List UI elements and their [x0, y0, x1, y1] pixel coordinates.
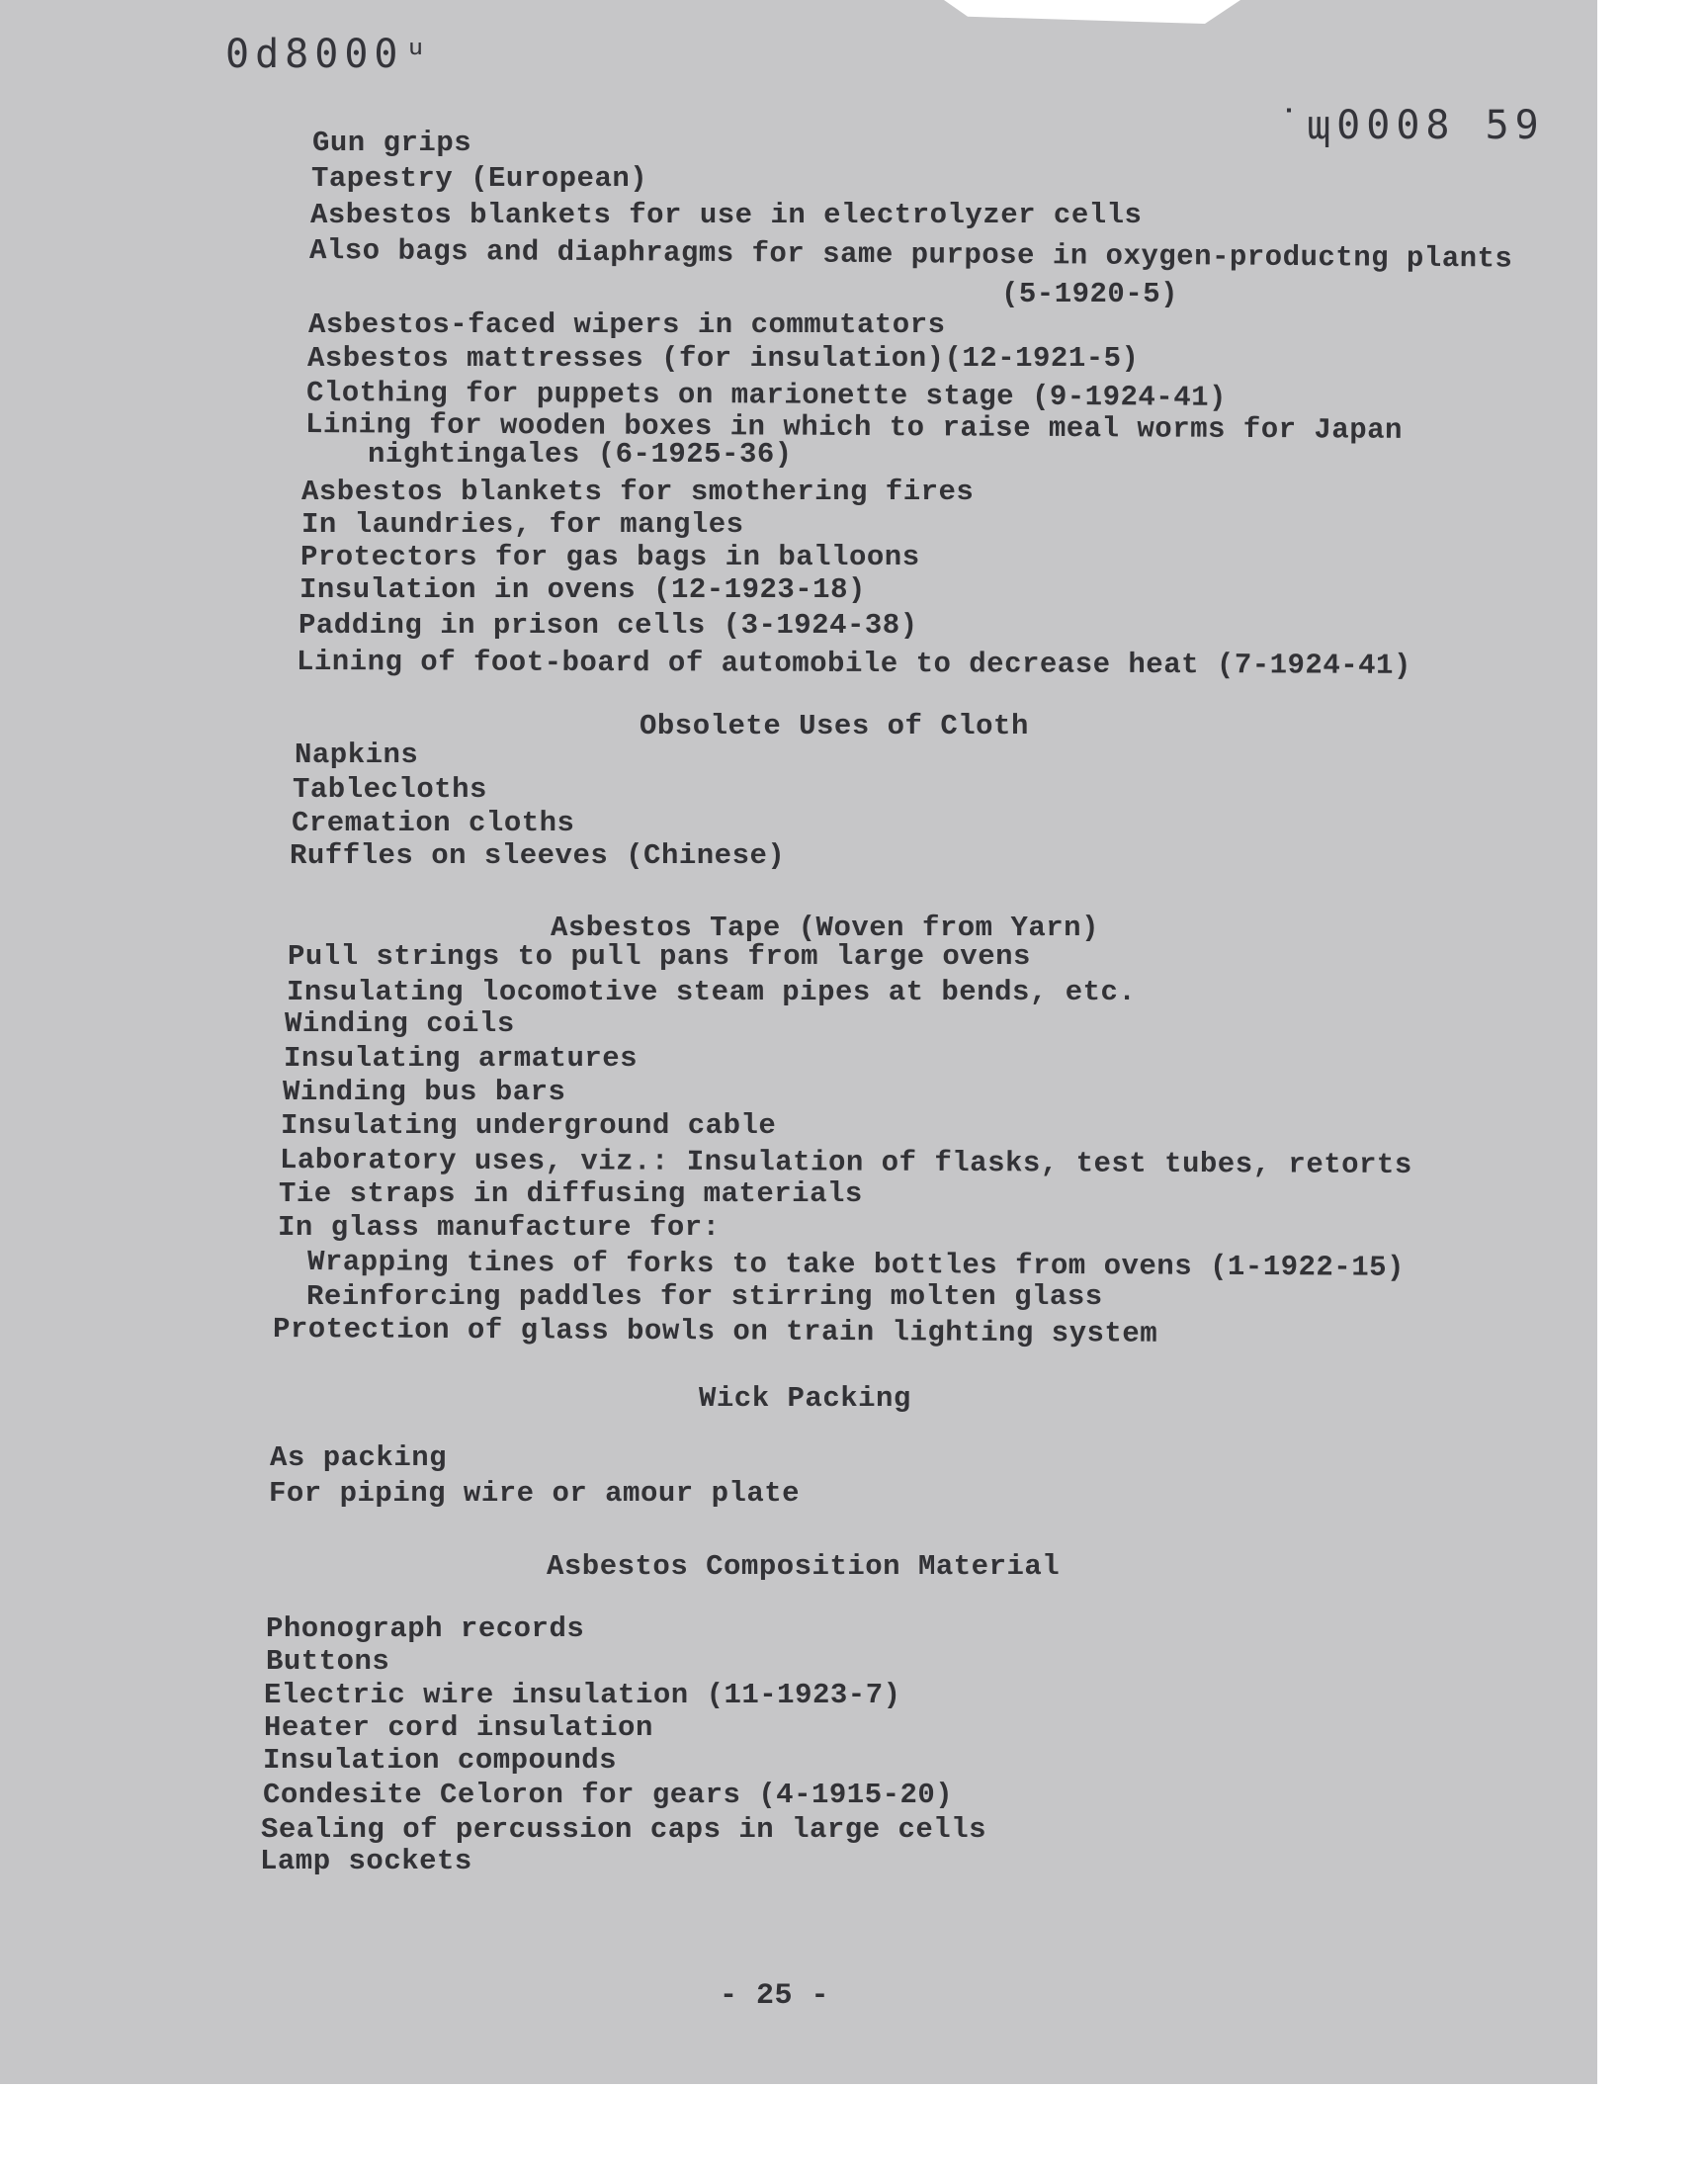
right-margin: [1597, 0, 1708, 2084]
list-item: Wrapping tines of forks to take bottles from ovens (1-1922-15): [306, 1246, 1406, 1284]
torn-corner: [944, 0, 1240, 24]
list-item: Insulation compounds: [263, 1744, 618, 1777]
list-item: Lamp sockets: [260, 1845, 472, 1877]
section-heading: Asbestos Composition Material: [547, 1550, 1061, 1583]
list-item: Protection of glass bowls on train lighting system: [272, 1313, 1158, 1350]
section-heading: Asbestos Tape (Woven from Yarn): [551, 912, 1099, 944]
list-item: Clothing for puppets on marionette stage (9-1924-41): [305, 377, 1228, 414]
list-item: Pull strings to pull pans from large ovens: [288, 940, 1031, 973]
list-item: Lining of foot-board of automobile to decrease heat (7-1924-41): [296, 646, 1411, 682]
list-item: Protectors for gas bags in balloons: [300, 541, 920, 573]
list-item: Laboratory uses, viz.: Insulation of flasks, test tubes, retorts: [279, 1144, 1412, 1181]
list-item: Ruffles on sleeves (Chinese): [290, 839, 786, 872]
list-item: Napkins: [295, 739, 419, 771]
list-item: Condesite Celoron for gears (4-1915-20): [263, 1779, 954, 1811]
list-item: Asbestos blankets for use in electrolyzer cells: [310, 199, 1143, 231]
list-item: Asbestos-faced wipers in commutators: [308, 308, 946, 341]
list-item: Insulation in ovens (12-1923-18): [299, 573, 866, 606]
list-item: Phonograph records: [266, 1612, 585, 1645]
bottom-margin: [0, 2084, 1708, 2175]
list-item: Tapestry (European): [311, 162, 648, 195]
list-item: Also bags and diaphragms for same purpose in oxygen-productng plants: [308, 234, 1513, 276]
list-item: Gun grips: [312, 127, 472, 159]
list-item: Insulating locomotive steam pipes at bends, etc.: [287, 976, 1137, 1008]
list-item: Winding bus bars: [283, 1076, 566, 1108]
list-item: Insulating armatures: [284, 1042, 639, 1075]
list-item: nightingales (6-1925-36): [368, 438, 793, 471]
list-item: In laundries, for mangles: [301, 508, 744, 541]
list-item: Asbestos mattresses (for insulation)(12-1921-5): [307, 342, 1140, 375]
list-item: As packing: [270, 1441, 448, 1474]
list-item: Heater cord insulation: [264, 1711, 653, 1744]
list-item: Insulating underground cable: [281, 1109, 777, 1142]
list-item: Asbestos blankets for smothering fires: [301, 476, 975, 508]
list-item: Tie straps in diffusing materials: [279, 1177, 863, 1210]
list-item: Electric wire insulation (11-1923-7): [264, 1679, 901, 1711]
list-item: Lining for wooden boxes in which to raise meal worms for Japan: [304, 408, 1404, 447]
list-item: For piping wire or amour plate: [269, 1477, 801, 1510]
document-id-stamp-left: 0d8000ᵘ: [225, 32, 434, 77]
section-heading: Obsolete Uses of Cloth: [640, 710, 1029, 742]
list-item: Tablecloths: [293, 773, 487, 806]
page-number: - 25 -: [720, 1979, 830, 2013]
list-item: Buttons: [266, 1645, 390, 1678]
list-item: (5-1920-5): [1001, 278, 1179, 310]
list-item: Reinforcing paddles for stirring molten glass: [306, 1280, 1103, 1313]
list-item: Sealing of percussion caps in large cells: [261, 1813, 987, 1846]
list-item: Cremation cloths: [292, 807, 575, 839]
section-heading: Wick Packing: [699, 1382, 911, 1415]
list-item: In glass manufacture for:: [278, 1211, 721, 1244]
document-id-stamp-right: ˙ɰ0008 59: [1277, 103, 1545, 148]
list-item: Padding in prison cells (3-1924-38): [299, 609, 918, 642]
list-item: Winding coils: [285, 1007, 515, 1040]
